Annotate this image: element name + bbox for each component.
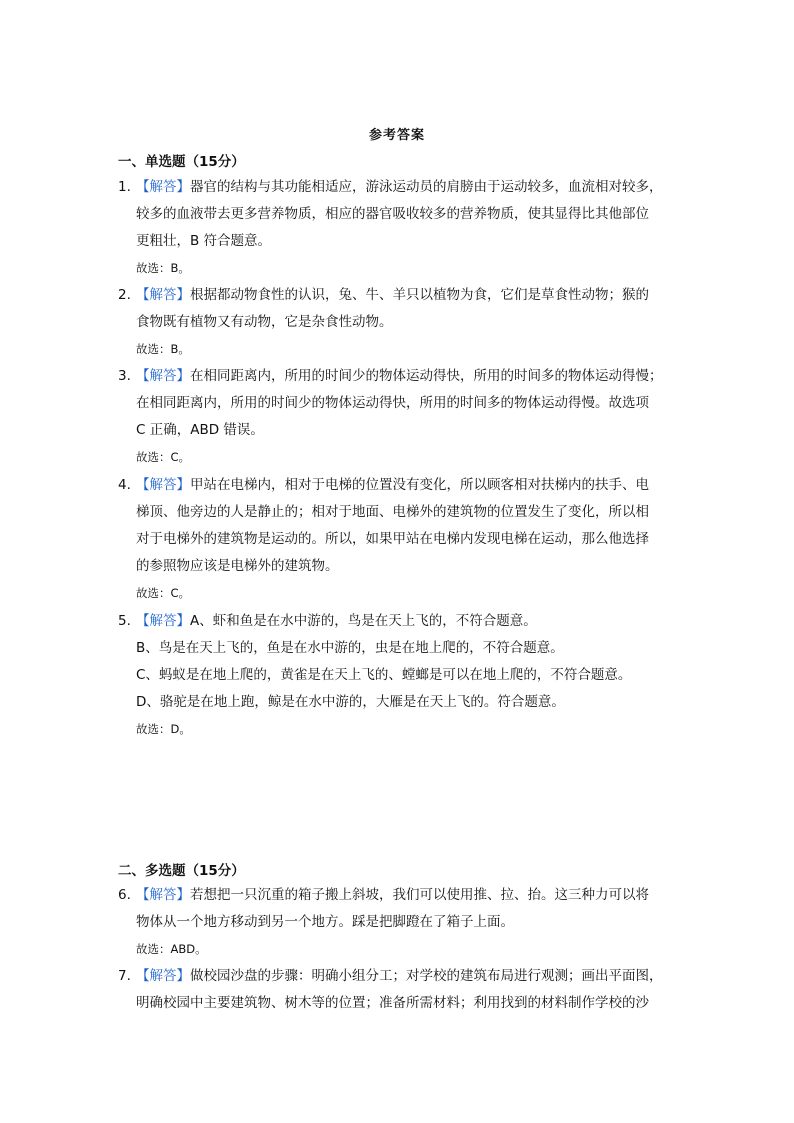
answer-text: 若想把一只沉重的箱子搬上斜坡，我们可以使用推、拉、抬。这三种力可以将 (190, 887, 649, 903)
answer-choice: 故选：D。 (136, 722, 191, 736)
page-title: 参考答案 (368, 128, 425, 143)
section-heading-multiple-choice: 二、多选题（15分） (118, 863, 245, 879)
answer-item-4 (118, 472, 678, 607)
answer-line: 在相同距离内，所用的时间少的物体运动得快，所用的时间多的物体运动得慢。故选项 (136, 395, 649, 411)
answer-text: 甲站在电梯内，相对于电梯的位置没有变化，所以顾客相对扶梯内的扶手、电 (190, 477, 649, 493)
answer-choice: 故选：C。 (136, 586, 191, 600)
answer-tag: 【解答】 (136, 287, 190, 303)
answer-item-2 (118, 282, 678, 363)
answer-choice: 故选：B。 (136, 261, 190, 275)
question-number: 5. (118, 613, 131, 629)
answer-line: 对于电梯外的建筑物是运动的。所以，如果甲站在电梯内发现电梯在运动，那么他选择 (136, 531, 649, 547)
answer-line: 明确校园中主要建筑物、树木等的位置；准备所需材料；利用找到的材料制作学校的沙 (136, 995, 649, 1011)
answer-line (118, 963, 678, 990)
answer-tag: 【解答】 (136, 968, 190, 984)
answer-tag: 【解答】 (136, 887, 190, 903)
answer-text: 在相同距离内，所用的时间少的物体运动得快，所用的时间多的物体运动得慢； (190, 368, 663, 384)
answer-item-1 (118, 174, 678, 282)
section-heading-single-choice: 一、单选题（15分） (118, 154, 245, 170)
answer-line (118, 174, 678, 201)
answer-item-3 (118, 363, 678, 471)
answer-line: C 正确，ABD 错误。 (136, 422, 264, 438)
answer-line (118, 363, 678, 390)
answer-line (118, 282, 678, 309)
answer-text: 做校园沙盘的步骤：明确小组分工；对学校的建筑布局进行观测；画出平面图， (190, 968, 663, 984)
question-number: 2. (118, 287, 131, 303)
answer-tag: 【解答】 (136, 368, 190, 384)
answer-line: 物体从一个地方移动到另一个地方。踩是把脚蹬在了箱子上面。 (136, 914, 514, 930)
answer-line: C、蚂蚁是在地上爬的，黄雀是在天上飞的、螳螂是可以在地上爬的，不符合题意。 (136, 667, 632, 683)
answer-choice: 故选：B。 (136, 342, 190, 356)
answer-line (118, 608, 678, 635)
question-number: 6. (118, 887, 131, 903)
question-number: 4. (118, 477, 131, 493)
answer-line (118, 882, 678, 909)
answer-tag: 【解答】 (136, 477, 190, 493)
answer-line: 食物既有植物又有动物，它是杂食性动物。 (136, 314, 393, 330)
answer-text: 根据都动物食性的认识，兔、牛、羊只以植物为食，它们是草食性动物；猴的 (190, 287, 649, 303)
answer-item-7 (118, 963, 678, 1017)
answer-choice: 故选：ABD。 (136, 942, 207, 956)
answer-line: 梯顶、他旁边的人是静止的；相对于地面、电梯外的建筑物的位置发生了变化，所以相 (136, 504, 649, 520)
answer-text: A、虾和鱼是在水中游的，鸟是在天上飞的，不符合题意。 (190, 613, 537, 629)
question-number: 7. (118, 968, 131, 984)
question-number: 3. (118, 368, 131, 384)
answer-item-6 (118, 882, 678, 963)
answer-line: B、鸟是在天上飞的，鱼是在水中游的，虫是在地上爬的，不符合题意。 (136, 640, 564, 656)
answer-line: 的参照物应该是电梯外的建筑物。 (136, 558, 339, 574)
answer-item-5 (118, 608, 678, 743)
answer-text: 器官的结构与其功能相适应，游泳运动员的肩膀由于运动较多，血流相对较多， (190, 179, 663, 195)
answer-line: D、骆驼是在地上跑，鲸是在水中游的，大雁是在天上飞的。符合题意。 (136, 694, 565, 710)
answer-tag: 【解答】 (136, 613, 190, 629)
answer-tag: 【解答】 (136, 179, 190, 195)
question-number: 1. (118, 179, 131, 195)
answer-line: 较多的血液带去更多营养物质，相应的器官吸收较多的营养物质，使其显得比其他部位 (136, 206, 649, 222)
answer-line (118, 472, 678, 499)
answer-line: 更粗壮，B 符合题意。 (136, 233, 272, 249)
answer-choice: 故选：C。 (136, 450, 191, 464)
